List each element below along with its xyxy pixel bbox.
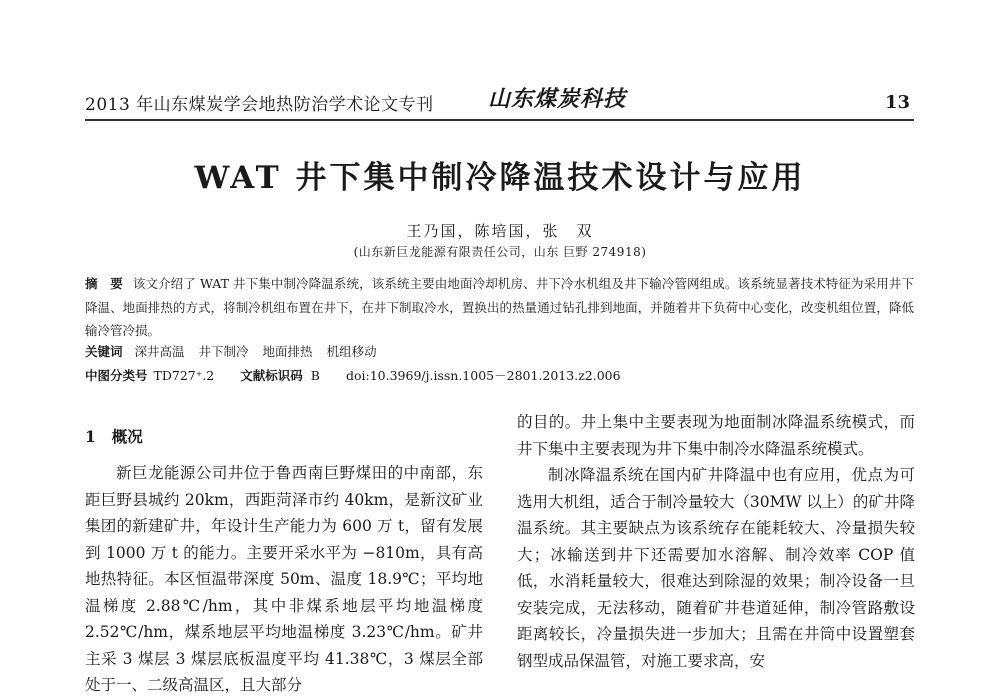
section-title: 概况 bbox=[111, 427, 143, 446]
keyword: 地面排热 bbox=[262, 344, 313, 359]
keyword: 机组移动 bbox=[326, 344, 377, 359]
header-rule bbox=[85, 119, 914, 121]
abstract bbox=[85, 272, 914, 343]
paper-title: WAT 井下集中制冷降温技术设计与应用 bbox=[194, 160, 806, 196]
page-number: 13 bbox=[885, 92, 911, 113]
left-column bbox=[85, 460, 483, 699]
body-paragraph: 制冰降温系统在国内矿井降温中也有应用，优点为可选用大机组，适合于制冷量较大（30MW 以上）的矿井降温系统。其主要缺点为该系统存在能耗较大、冷量损失较大；冰输送到井下还需要加水溶解、制冷效率 COP 值低，水消耗量较大，很难达到除湿的效果；制冷设备一旦安装完成，无法移动，随着矿井巷道延伸，制冷管路敷设距离较长，冷量损失进一步加大；且需在井筒中设置塑套钢型成品保温管，对施工要求高，安 bbox=[517, 466, 915, 670]
keyword: 井下制冷 bbox=[198, 344, 249, 359]
section-number: 1 bbox=[85, 427, 96, 446]
abstract-label: 摘 要 bbox=[85, 276, 123, 291]
class-value: TD727⁺.2 bbox=[153, 368, 215, 383]
journal-header: 2013 年山东煤炭学会地热防治学术论文专刊 bbox=[85, 95, 434, 115]
abstract-text: 该文介绍了 WAT 井下集中制冷降温系统，该系统主要由地面冷却机房、井下冷水机组及井下输冷管网组成。该系统显著技术特征为采用井下降温、地面排热的方式，将制冷机组布置在井下，在井下制取冷水，置换出的热量通过钻孔排到地面，并随着井下负荷中心变化，改变机组位置，降低输冷管冷损。 bbox=[85, 276, 914, 338]
class-label: 中图分类号 bbox=[85, 368, 148, 383]
doi: doi:10.3969/j.issn.1005－2801.2013.z2.006 bbox=[345, 368, 621, 383]
paper-authors: 王乃国，陈培国，张 双 bbox=[406, 222, 594, 240]
keywords-label: 关键词 bbox=[85, 344, 123, 359]
doc-label: 文献标识码 bbox=[240, 368, 303, 383]
classification-line bbox=[85, 366, 914, 384]
paper-affiliation: (山东新巨龙能源有限责任公司，山东 巨野 274918) bbox=[353, 245, 647, 259]
body-paragraph: 的目的。井上集中主要表现为地面制冰降温系统模式，而井下集中主要表现为井下集中制冷水降温系统模式。 bbox=[517, 413, 915, 458]
body-paragraph: 新巨龙能源公司井位于鲁西南巨野煤田的中南部，东距巨野县城约 20km，西距菏泽市约 40km，是新汶矿业集团的新建矿井，年设计生产能力为 600 万 t，留有发展到 1000 万 t 的能力。主要开采水平为 −810m，具有高地热特征。本区恒温带深度 50m、温度 18.9℃；平均地温梯度 2.88℃/hm，其中非煤系地层平均地温梯度 2.52℃/hm，煤系地层平均地温梯度 3.23℃/hm。矿井主采 3 煤层 3 煤层底板温度平均 41.38℃，3 煤层全部处于一、二级高温区，且大部分 bbox=[85, 464, 483, 694]
right-column bbox=[517, 409, 915, 674]
doc-value: B bbox=[310, 368, 320, 383]
journal-logo: 山东煤炭科技 bbox=[488, 86, 627, 112]
section-heading bbox=[85, 425, 143, 447]
keyword: 深井高温 bbox=[134, 344, 185, 359]
keywords bbox=[85, 342, 914, 360]
